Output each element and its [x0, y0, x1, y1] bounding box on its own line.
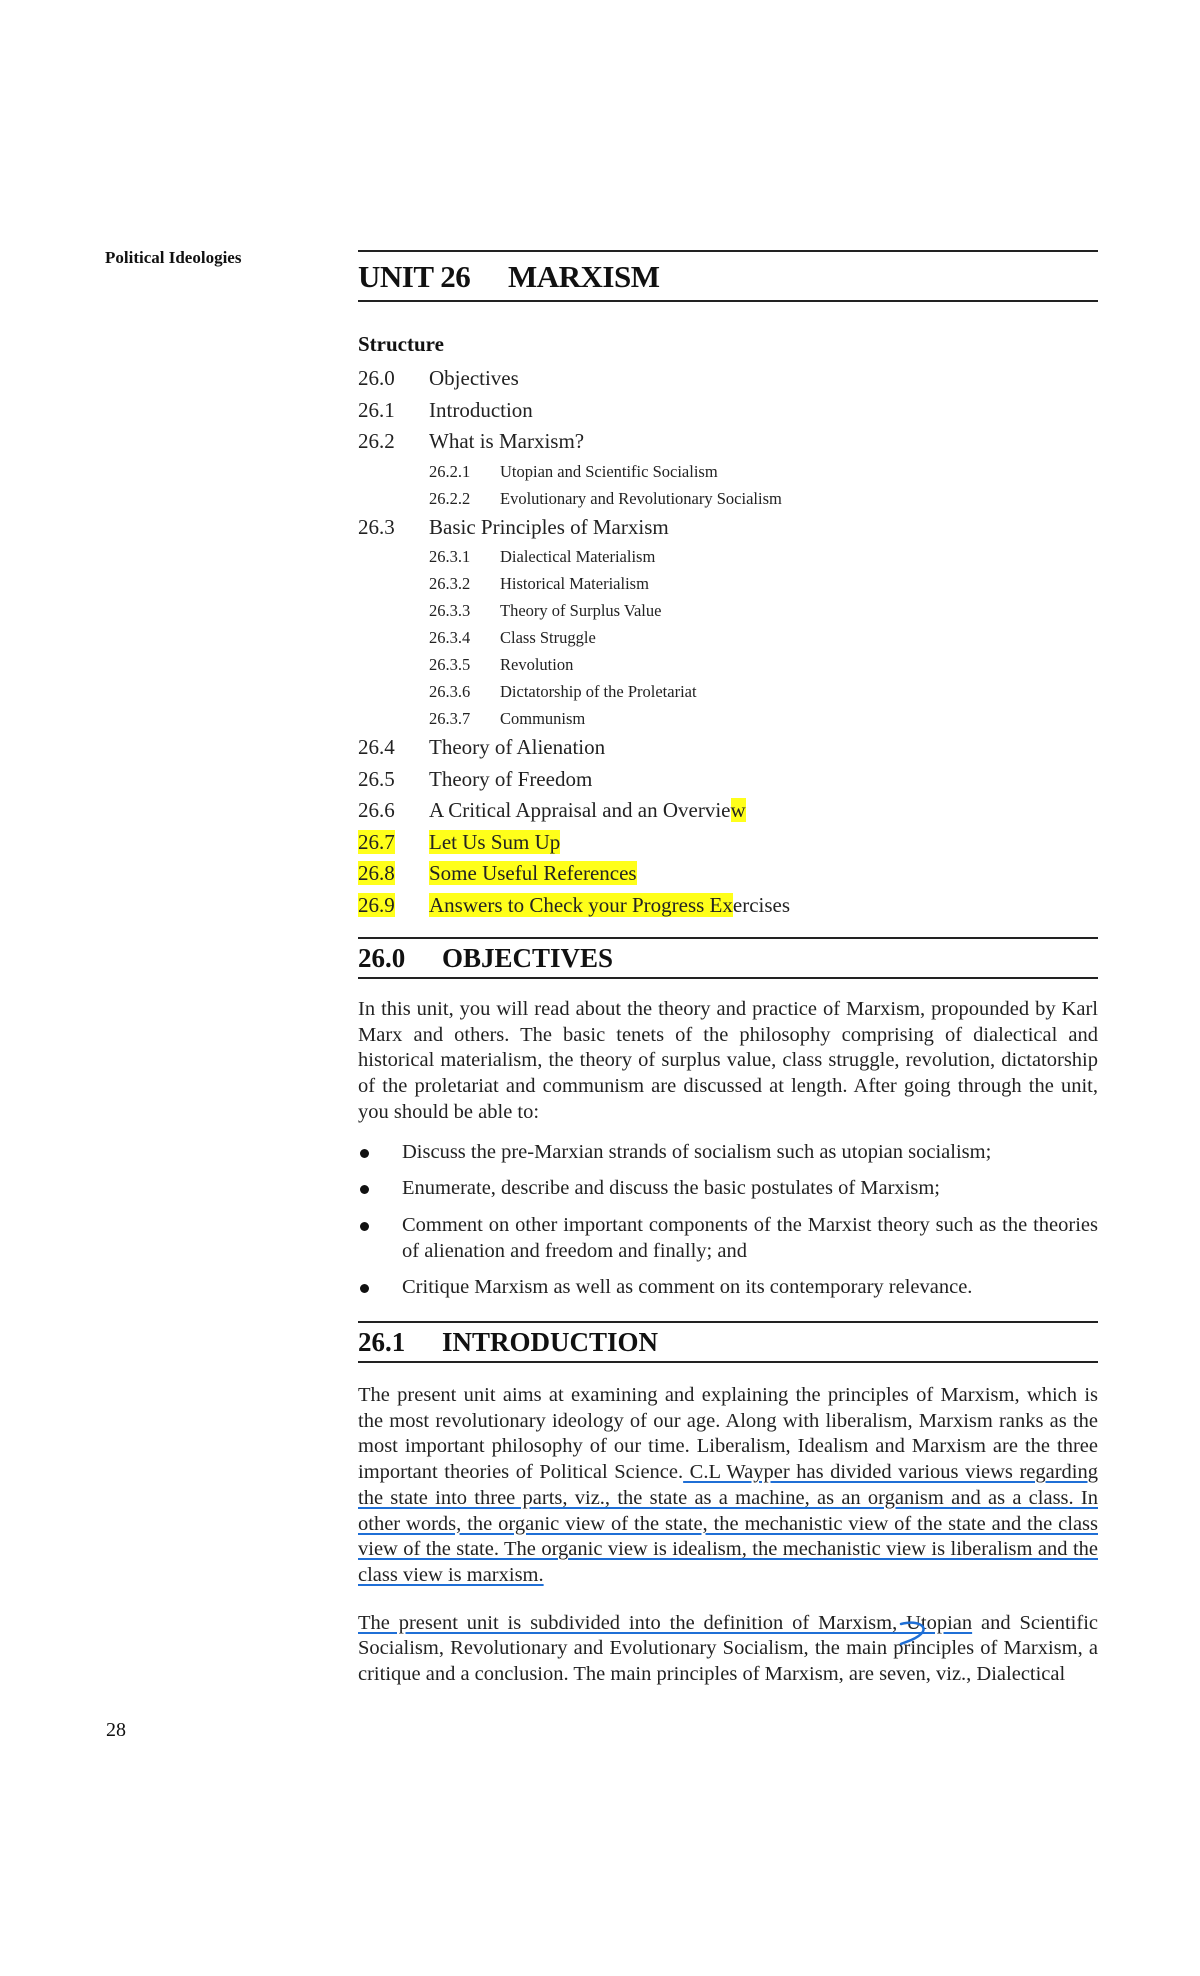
list-item: Discuss the pre-Marxian strands of socialism such as utopian socialism; [358, 1140, 1098, 1166]
bullet-icon [360, 1149, 369, 1158]
pen-underline: The present unit is subdivided into the definition of Marxism, Utopian [358, 1611, 973, 1634]
highlight-mark: w [730, 798, 746, 822]
toc-subitem: 26.3.2 Historical Materialism [429, 574, 649, 593]
page-number: 28 [106, 1719, 126, 1741]
pen-underline: C.L Wayper has divided various views regarding the state into three parts, viz., the state as a machine, as an organism and as a class. In other words, the organic view of the state, the mechanistic view of the state and the class view of the state. The organic view is idealism, the mechanistic view is liberalism and the class view is marxism. [358, 1461, 1099, 1586]
toc-subitem: 26.3.5 Revolution [429, 655, 574, 674]
toc-subitem: 26.3.3 Theory of Surplus Value [429, 601, 662, 620]
introduction-paragraph-2: The present unit is subdivided into the definition of Marxism, Utopian and Scientific Socialism, Revolutionary and Evolutionary Socialism, the main principles of Marxism, a critique and a conclusion. The main principles of Marxism, are seven, viz., Dialectical [358, 1611, 1099, 1686]
bullet-icon [360, 1284, 369, 1293]
objectives-heading: 26.0 OBJECTIVES [358, 937, 1098, 979]
toc-subitem: 26.2.2 Evolutionary and Revolutionary Socialism [429, 488, 782, 508]
list-item: Comment on other important components of the Marxist theory such as the theories of alienation and freedom and finally; and [358, 1213, 1098, 1264]
toc-subitem: 26.3.7 Communism [429, 709, 586, 728]
toc-item: 26.5 Theory of Freedom [358, 766, 593, 791]
highlight-mark: Let Us Sum Up [429, 829, 561, 854]
table-of-contents [358, 363, 1098, 921]
toc-subitem: 26.3.4 Class Struggle [429, 628, 596, 647]
page-content [358, 250, 1098, 1688]
highlight-mark: 26.7 [358, 829, 395, 854]
toc-item [358, 827, 1098, 859]
toc-item: 26.3 Basic Principles of Marxism [358, 514, 669, 539]
unit-title [358, 252, 1098, 302]
bullet-icon [360, 1185, 369, 1194]
unit-number: UNIT 26 [358, 259, 471, 294]
toc-item: 26.4 Theory of Alienation [358, 735, 606, 759]
running-head: Political Ideologies [105, 248, 242, 267]
toc-item: 26.9 Answers to Check your Progress Exercises [358, 892, 791, 917]
toc-subitem: 26.3.1 Dialectical Materialism [429, 547, 656, 566]
list-item: Enumerate, describe and discuss the basic postulates of Marxism; [358, 1176, 1098, 1202]
highlight-mark: Some Useful References [429, 861, 637, 885]
highlight-mark: 26.8 [358, 861, 395, 885]
bullet-icon [360, 1222, 369, 1231]
structure-heading: Structure [358, 332, 444, 356]
toc-subitem: 26.3.6 Dictatorship of the Proletariat [429, 682, 697, 701]
introduction-paragraph: The present unit aims at examining and explaining the principles of Marxism, which is the most revolutionary ideology of our age. Along with liberalism, Marxism ranks as the most important philosophy of our time. Liberalism, Idealism and Marxism are the three important theories of Political Science. C.L Wayper has divided various views regarding the state into three parts, viz., the state as a machine, as an organism and as a class. In other words, the organic view of the state, the mechanistic view of the state and the class view of the state. The organic view is idealism, the mechanistic view is liberalism and the class view is marxism. [358, 1384, 1099, 1586]
objectives-paragraph: In this unit, you will read about the theory and practice of Marxism, propounded by Karl Marx and others. The basic tenets of the philosophy comprising of dialectical and historical materialism, the theory of surplus value, class struggle, revolution, dictatorship of the proletariat and communism are discussed at length. After going through the unit, you should be able to: [358, 998, 1098, 1123]
toc-item: 26.0 Objectives [358, 366, 519, 390]
toc-item: 26.2 What is Marxism? [358, 429, 585, 453]
toc-subitem: 26.2.1 Utopian and Scientific Socialism [429, 461, 718, 481]
toc-item: 26.6 A Critical Appraisal and an Overview [358, 798, 746, 822]
unit-name: MARXISM [508, 259, 660, 294]
objectives-list [358, 1140, 1098, 1302]
toc-item: 26.1 Introduction [358, 397, 533, 422]
introduction-heading: 26.1 INTRODUCTION [358, 1321, 1098, 1363]
list-item: Critique Marxism as well as comment on its contemporary relevance. [358, 1275, 1098, 1301]
highlight-mark: Answers to Check your Progress Ex [429, 892, 733, 917]
highlight-mark: 26.9 [358, 892, 395, 917]
toc-item [358, 858, 1098, 890]
pen-mark-icon [895, 1618, 935, 1648]
